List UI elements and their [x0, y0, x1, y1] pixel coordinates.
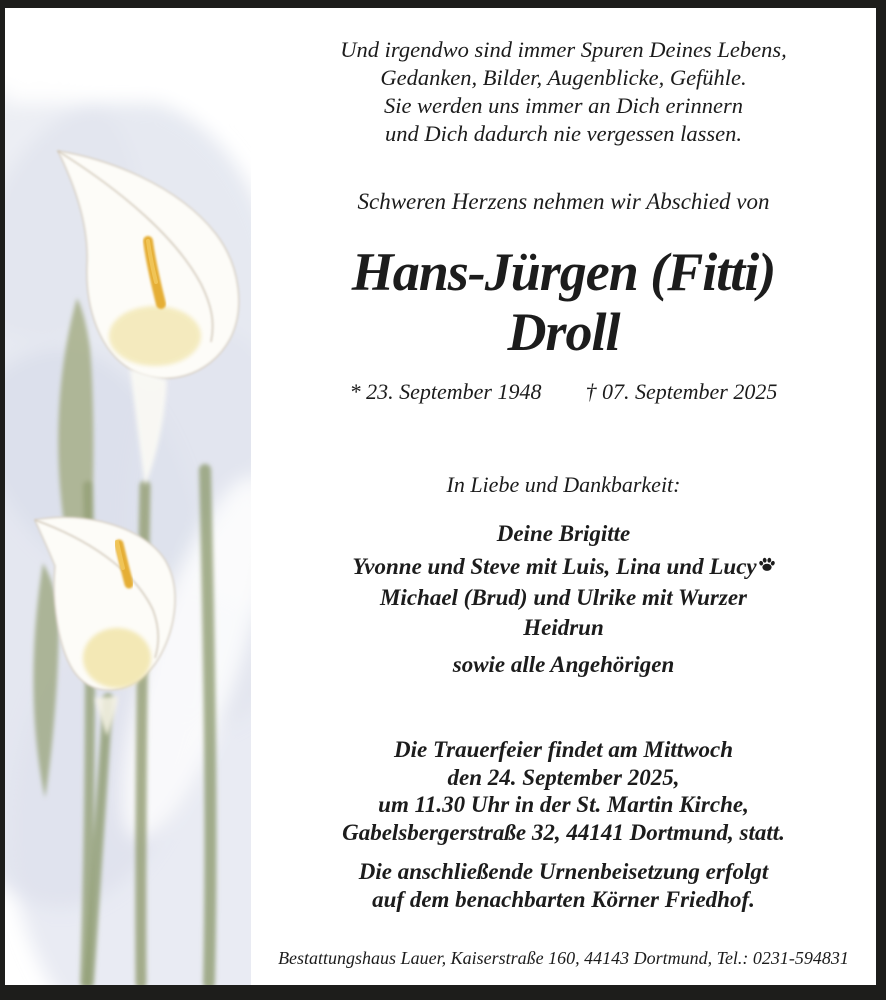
burial-line: Die anschließende Urnenbeisetzung erfolgt — [358, 859, 769, 884]
mourner-line: Deine Brigitte — [496, 521, 631, 546]
funeral-service-details — [251, 736, 876, 846]
service-line: den 24. September 2025, — [447, 764, 680, 790]
death-date: † 07. September 2025 — [585, 379, 778, 404]
mourners-list — [251, 520, 876, 678]
urn-burial-details — [251, 858, 876, 913]
deceased-name — [251, 242, 876, 362]
mourner-line-text: Yvonne und Steve mit Luis, Lina und Lucy — [352, 554, 757, 579]
gratitude-heading: In Liebe und Dankbarkeit: — [446, 472, 681, 497]
verse-line: Gedanken, Bilder, Augenblicke, Gefühle. — [380, 65, 747, 90]
farewell-line: Schweren Herzens nehmen wir Abschied von — [357, 189, 770, 214]
deceased-name-line1: Hans-Jürgen (Fitti) — [351, 242, 776, 302]
service-line: um 11.30 Uhr in der St. Martin Kirche, — [378, 792, 749, 817]
mourner-line: Heidrun — [523, 615, 604, 640]
funeral-home-info: Bestattungshaus Lauer, Kaiserstraße 160, 44143 Dortmund, Tel.: 0231-594831 — [278, 948, 849, 968]
life-dates — [251, 378, 876, 405]
calla-lily-illustration — [5, 8, 251, 985]
notice-text-column — [251, 8, 876, 985]
paw-print-icon — [759, 557, 775, 572]
burial-line: auf dem benachbarten Körner Friedhof. — [372, 886, 755, 912]
deceased-name-line2: Droll — [507, 302, 620, 362]
service-line: Die Trauerfeier findet am Mittwoch — [393, 737, 733, 762]
calla-lily-artwork — [5, 8, 251, 985]
service-line: Gabelsbergerstraße 32, 44141 Dortmund, statt. — [342, 819, 785, 845]
mourner-line: Michael (Brud) und Ulrike mit Wurzer — [379, 585, 747, 610]
mourner-line — [251, 553, 876, 580]
birth-date: * 23. September 1948 — [349, 379, 542, 404]
memorial-verse — [251, 36, 876, 148]
verse-line: Und irgendwo sind immer Spuren Deines Lebens, — [340, 37, 787, 62]
mourner-line: sowie alle Angehörigen — [452, 652, 675, 677]
verse-line: und Dich dadurch nie vergessen lassen. — [384, 121, 742, 146]
verse-line: Sie werden uns immer an Dich erinnern — [383, 93, 744, 118]
